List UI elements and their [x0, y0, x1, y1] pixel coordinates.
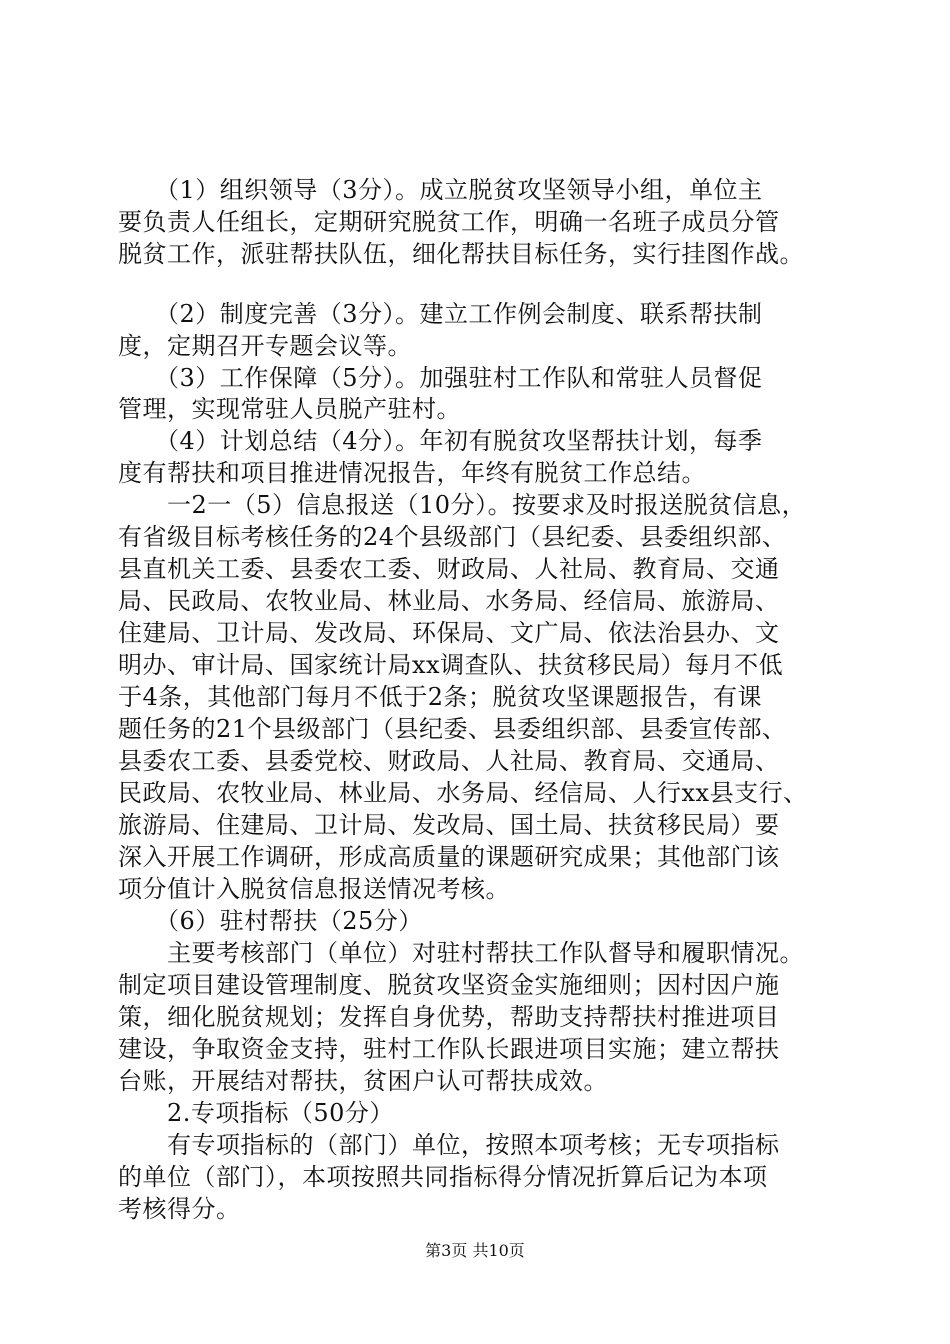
text-line: 民政局、农牧业局、林业局、水务局、经信局、人行xx县支行、 [118, 779, 808, 807]
text-line: 脱贫工作，派驻帮扶队伍，细化帮扶目标任务，实行挂图作战。 [118, 240, 804, 268]
text-line: 度有帮扶和项目推进情况报告，年终有脱贫工作总结。 [118, 459, 706, 487]
text-line: 县直机关工委、县委农工委、财政局、人社局、教育局、交通 [118, 555, 780, 583]
page-number-footer: 第3页 共10页 [425, 1241, 525, 1260]
text-line: 有专项指标的（部门）单位，按照本项考核；无专项指标 [118, 1131, 780, 1159]
text-line: （2）制度完善（3分）。建立工作例会制度、联系帮扶制 [118, 300, 763, 328]
text-line: 台账，开展结对帮扶，贫困户认可帮扶成效。 [118, 1067, 608, 1095]
text-line: （1）组织领导（3分）。成立脱贫攻坚领导小组，单位主 [118, 176, 763, 204]
text-line: 考核得分。 [118, 1195, 241, 1223]
text-line: 一2一（5）信息报送（10分）。按要求及时报送脱贫信息， [118, 491, 807, 519]
text-line: 管理，实现常驻人员脱产驻村。 [118, 395, 461, 423]
text-line: 题任务的21个县级部门（县纪委、县委组织部、县委宣传部、 [118, 715, 787, 743]
text-line: 局、民政局、农牧业局、林业局、水务局、经信局、旅游局、 [118, 587, 780, 615]
text-line: 策，细化脱贫规划；发挥自身优势，帮助支持帮扶村推进项目 [118, 1003, 780, 1031]
text-line: 度，定期召开专题会议等。 [118, 332, 412, 360]
text-line: 主要考核部门（单位）对驻村帮扶工作队督导和履职情况。 [118, 939, 804, 967]
text-line: （3）工作保障（5分）。加强驻村工作队和常驻人员督促 [118, 364, 763, 392]
text-line: 项分值计入脱贫信息报送情况考核。 [118, 875, 510, 903]
text-line: 深入开展工作调研，形成高质量的课题研究成果；其他部门该 [118, 843, 780, 871]
text-line: 建设，争取资金支持，驻村工作队长跟进项目实施；建立帮扶 [118, 1035, 780, 1063]
text-line: 有省级目标考核任务的24个县级部门（县纪委、县委组织部、 [118, 523, 787, 551]
text-line: 明办、审计局、国家统计局xx调查队、扶贫移民局）每月不低 [118, 651, 784, 679]
text-line: 制定项目建设管理制度、脱贫攻坚资金实施细则；因村因户施 [118, 971, 780, 999]
text-line: 要负责人任组长，定期研究脱贫工作，明确一名班子成员分管 [118, 208, 780, 236]
text-line: （6）驻村帮扶（25分） [118, 907, 423, 935]
text-line: 于4条，其他部门每月不低于2条；脱贫攻坚课题报告，有课 [118, 683, 763, 711]
text-line: 2.专项指标（50分） [118, 1099, 394, 1127]
text-line: 的单位（部门），本项按照共同指标得分情况折算后记为本项 [118, 1163, 768, 1191]
text-line: （4）计划总结（4分）。年初有脱贫攻坚帮扶计划，每季 [118, 427, 763, 455]
text-line: 县委农工委、县委党校、财政局、人社局、教育局、交通局、 [118, 747, 780, 775]
text-line: 住建局、卫计局、发改局、环保局、文广局、依法治县办、文 [118, 619, 780, 647]
text-line: 旅游局、住建局、卫计局、发改局、国土局、扶贫移民局）要 [118, 811, 780, 839]
